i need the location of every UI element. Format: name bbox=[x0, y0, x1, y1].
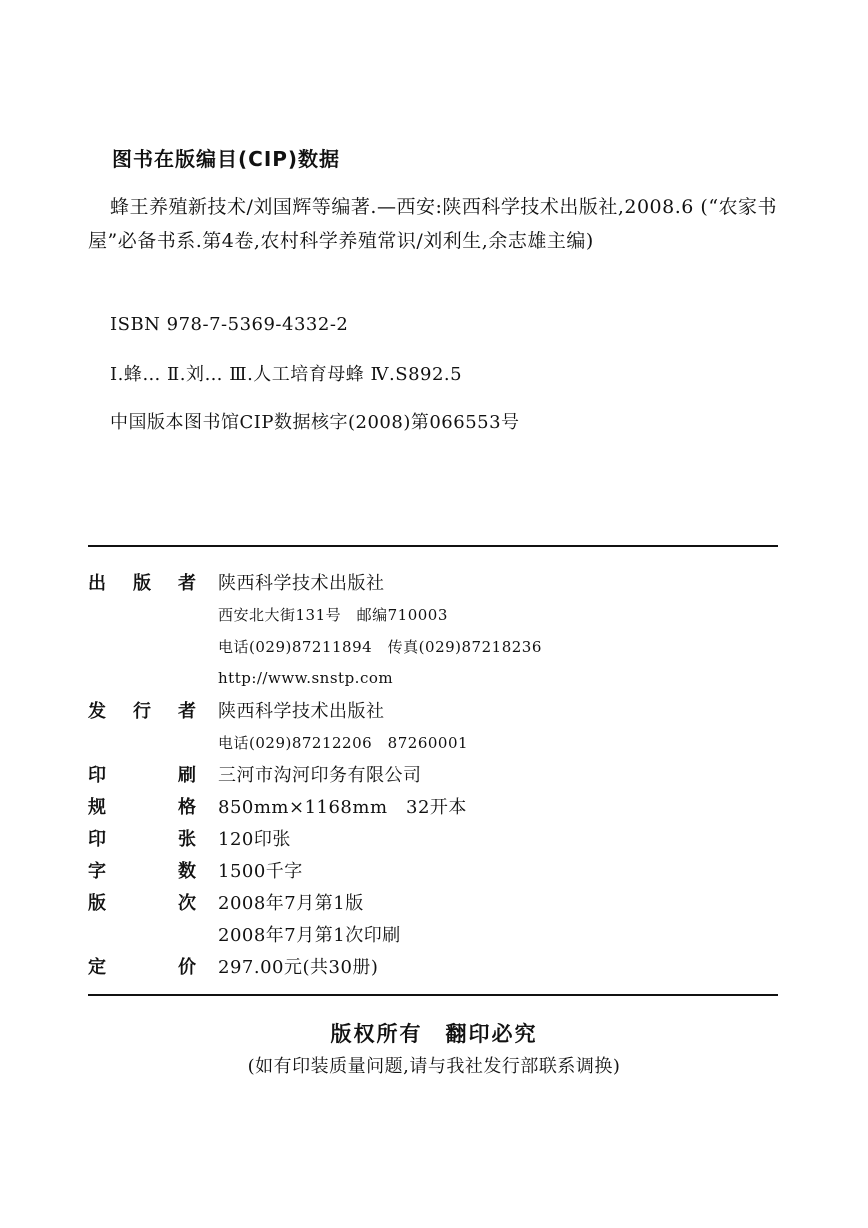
publication-row-value: 2008年7月第1次印刷 bbox=[218, 925, 401, 946]
cip-title: 图书在版编目(CIP)数据 bbox=[112, 147, 341, 171]
publication-row-value: 电话(029)87212206 87260001 bbox=[218, 733, 469, 752]
publication-row-value: 297.00元(共30册) bbox=[218, 957, 379, 978]
publication-row-value: 电话(029)87211894 传真(029)87218236 bbox=[218, 637, 542, 656]
publication-row bbox=[88, 854, 778, 886]
publication-row-label bbox=[88, 825, 196, 851]
publication-row bbox=[88, 662, 778, 694]
label-char: 者 bbox=[178, 701, 196, 722]
cip-record-number: 中国版本图书馆CIP数据核字(2008)第066553号 bbox=[110, 412, 520, 433]
publication-row bbox=[88, 822, 778, 854]
publication-row-label bbox=[88, 793, 196, 819]
label-char: 版 bbox=[88, 893, 106, 914]
label-char: 出 bbox=[88, 573, 106, 594]
publication-row bbox=[88, 694, 778, 726]
publication-row bbox=[88, 598, 778, 630]
cip-description: 蜂王养殖新技术/刘国辉等编著.—西安:陕西科学技术出版社,2008.6 (“农家书屋”必备书系.第4卷,农村科学养殖常识/刘利生,余志雄主编) bbox=[88, 196, 778, 252]
label-char: 定 bbox=[88, 957, 106, 978]
divider-bottom bbox=[88, 994, 778, 996]
copyright-notice: 版权所有 翻印必究 bbox=[330, 1022, 538, 1046]
publication-row-label bbox=[88, 761, 196, 787]
classification: Ⅰ.蜂… Ⅱ.刘… Ⅲ.人工培育母蜂 Ⅳ.S892.5 bbox=[110, 364, 463, 385]
publication-row bbox=[88, 918, 778, 950]
publication-row-value: http://www.snstp.com bbox=[218, 669, 394, 687]
label-char: 者 bbox=[178, 573, 196, 594]
return-policy-note: (如有印装质量问题,请与我社发行部联系调换) bbox=[247, 1056, 621, 1077]
publication-row-value: 1500千字 bbox=[218, 861, 303, 882]
label-char: 张 bbox=[178, 829, 196, 850]
label-char: 数 bbox=[178, 861, 196, 882]
publication-row bbox=[88, 630, 778, 662]
label-char: 行 bbox=[133, 701, 151, 722]
label-char: 印 bbox=[88, 829, 106, 850]
divider-top bbox=[88, 545, 778, 547]
publication-row-label bbox=[88, 697, 196, 723]
publication-row-label bbox=[88, 889, 196, 915]
label-char: 价 bbox=[178, 957, 196, 978]
publication-row bbox=[88, 790, 778, 822]
label-char: 规 bbox=[88, 797, 106, 818]
publication-row-value: 陕西科学技术出版社 bbox=[218, 701, 385, 722]
label-char: 印 bbox=[88, 765, 106, 786]
publication-row-label bbox=[88, 953, 196, 979]
label-char: 字 bbox=[88, 861, 106, 882]
label-char: 刷 bbox=[178, 765, 196, 786]
publication-row-value: 三河市沟河印务有限公司 bbox=[218, 765, 422, 786]
publication-row-label bbox=[88, 857, 196, 883]
publication-row-value: 850mm×1168mm 32开本 bbox=[218, 797, 467, 818]
publication-row bbox=[88, 758, 778, 790]
publication-row bbox=[88, 566, 778, 598]
publication-info bbox=[88, 566, 778, 982]
publication-row-value: 2008年7月第1版 bbox=[218, 893, 364, 914]
label-char: 版 bbox=[133, 573, 151, 594]
publication-row bbox=[88, 726, 778, 758]
isbn: ISBN 978-7-5369-4332-2 bbox=[110, 314, 349, 335]
publication-row bbox=[88, 886, 778, 918]
publication-row bbox=[88, 950, 778, 982]
publication-row-label bbox=[88, 569, 196, 595]
publication-row-value: 陕西科学技术出版社 bbox=[218, 573, 385, 594]
label-char: 次 bbox=[178, 893, 196, 914]
publication-row-value: 西安北大街131号 邮编710003 bbox=[218, 605, 448, 624]
label-char: 格 bbox=[178, 797, 196, 818]
label-char: 发 bbox=[88, 701, 106, 722]
publication-row-value: 120印张 bbox=[218, 829, 291, 850]
